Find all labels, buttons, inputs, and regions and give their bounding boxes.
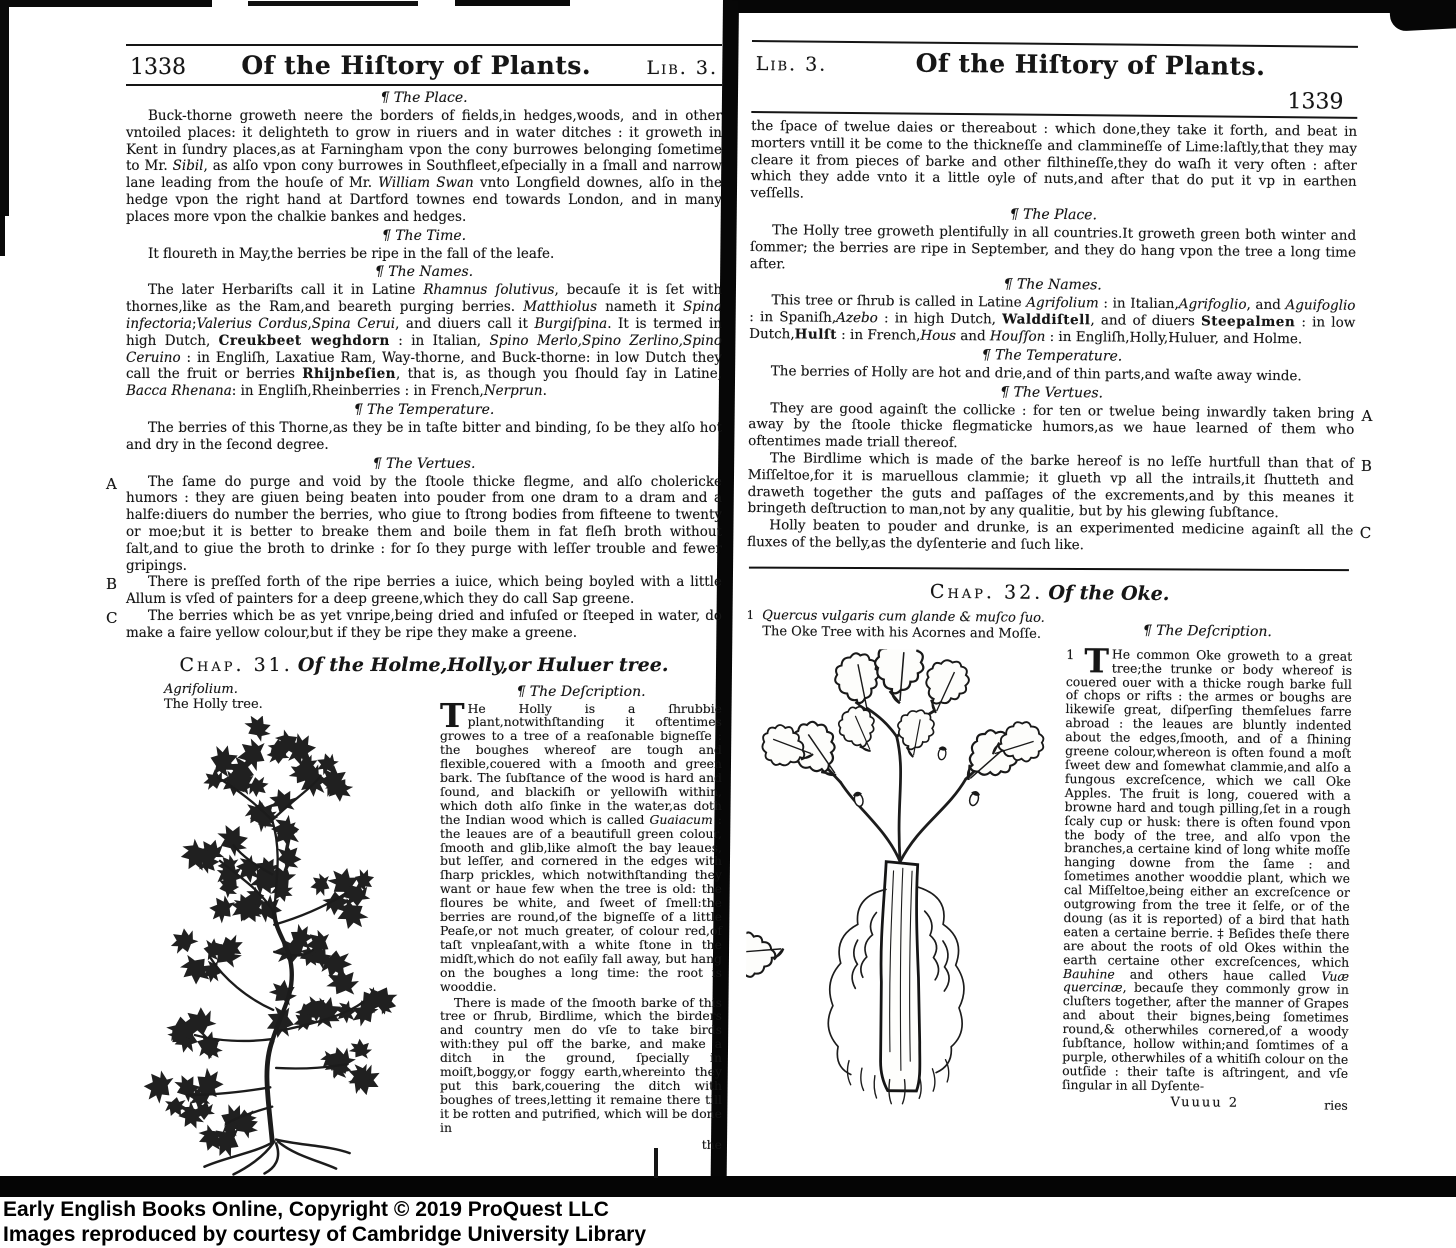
- catchword-left: the: [701, 1136, 722, 1152]
- vertues-paragraph-b: [106, 574, 722, 608]
- temperature-paragraph: The berries of Holly are hot and drie,and of thin parts,and waſte away winde.: [770, 362, 1302, 385]
- scan-bottom-edge-bar: [0, 1176, 1456, 1197]
- holly-description-paragraph-1: [440, 695, 722, 994]
- oke-caption-row: [746, 607, 1352, 646]
- margin-letter-a: A: [106, 474, 117, 493]
- names-paragraph: The later Herbariſts call it in Latine Rhamnus ſolutivus, becauſe it is ſet with thornes,like as the Ram,and beareth purging berries. Matthiolus nameth it Spina infectoria;Valerius Cordus,Spina Cerui, and diuers call it Burgiſpina. It is termed in high Dutch, Creukbeet weghdorn : in Italian, Spino Merlo,Spino Zerlino,Spino Ceruino : in Engliſh, Laxatiue Ram, Way-thorne, and Buck-thorne: in low Dutch they call the fruit or berries Rhijnbeſien, that is, as though you ſhould ſay in Latine, Bacca Rhenana: in Engliſh,Rheinberries : in French,Nerprun.: [126, 282, 723, 400]
- place-heading: ¶ The Place.: [380, 90, 468, 106]
- chapter-title: Of the Oke.: [1048, 581, 1170, 605]
- running-title: Of the Hiſtory of Plants.: [915, 48, 1266, 81]
- scan-left-edge: [0, 0, 9, 216]
- running-title: Of the Hiſtory of Plants.: [241, 51, 592, 80]
- vertues-paragraph-a: [106, 473, 722, 575]
- scan-top-mark-3: [455, 0, 570, 6]
- holly-description-paragraph-2: There is made of the ſmooth barke of this tree or ſhrub, Birdlime, which the birders and country men do vſe to take birds with:they pul off the barke, and make a ditch in the ground, ſpecially in moiſt,boggy,or foggy earth,whereinto they put this bark,couering the ditch with boughes of trees,letting it remaine there till it be rotten and putrified, which will be done in: [440, 994, 722, 1135]
- names-heading: ¶ The Names.: [374, 264, 474, 281]
- vertues-text-b: The Birdlime which is made of the barke hereof is no leſſe hurtfull than that of Miſſeltoe,for it is maruellous clammie; it glueth vp all the intrails,it ſhutteth and draweth together the guts and paſſages of the excrements,and by this meanes it bringeth deſtruction to man,not by any qualitie, but by his glewing ſubſtance.: [747, 450, 1355, 522]
- margin-letter-a: A: [1361, 406, 1373, 425]
- margin-letter-c: C: [1359, 523, 1372, 543]
- scan-top-mark-2: [248, 1, 418, 6]
- chapter-32-heading: [747, 579, 1353, 607]
- place-heading: ¶ The Place.: [1009, 206, 1098, 224]
- temperature-paragraph: The berries of this Thorne,as they be in taſte bitter and binding, ſo be they alſo hot and dry in the ſecond degree.: [126, 419, 722, 453]
- temperature-heading: ¶ The Temperature.: [353, 401, 495, 418]
- right-page: [741, 40, 1373, 1162]
- eebo-footer: [0, 1197, 1456, 1248]
- chapter-title: Of the Holme,Holly,or Huluer tree.: [297, 653, 669, 676]
- book-number: Lib. 3.: [646, 57, 718, 79]
- place-paragraph: Buck-thorne groweth neere the borders of fields,in hedges,woods, and in other vntoiled places: it delighteth to grow in riuers and in water ditches : it groweth in Kent in ſundry places,as at Farningham vpon the cony burrowes belonging ſometime to Mr. Sibil, as alſo vpon cony burrowes in Southfleet,eſpecially in a ſmall and narrow lane leading from the houſe of Mr. William Swan vnto Longfield downes, alſo in the hedge vpon the right hand at Dartford townes end towards London, and in many places more vpon the chalkie bankes and hedges.: [126, 108, 722, 225]
- catchword-right: ries: [1324, 1097, 1348, 1113]
- names-paragraph: This tree or ſhrub is called in Latine Agrifolium : in Italian,Agrifoglio, and Aguifoglio : in Spaniſh,Azebo : in high Dutch, Walddiſtell, and of diuers Steepalmen : in low Dutch,Hulſt : in French,Hous and Houſſon : in Engliſh,Holly,Huluer, and Holme.: [749, 292, 1356, 348]
- right-page-header: [752, 40, 1358, 84]
- holly-caption-english: The Holly tree.: [164, 696, 263, 712]
- vertues-paragraph-c: [747, 517, 1372, 556]
- holly-figure-caption: [164, 682, 432, 712]
- paragraph-number: 1: [1066, 647, 1075, 663]
- oke-tree-woodcut-image: [744, 648, 1055, 1159]
- chapter-31-heading: [126, 654, 722, 676]
- oke-description-paragraph: [1061, 640, 1353, 1095]
- page-number: 1338: [130, 55, 186, 80]
- margin-letter-b: B: [1360, 456, 1373, 475]
- holly-description-text-1: He Holly is a ſhrubbie plant,notwithſtanding it oftentimes growes to a tree of a reaſonable bigneſſe : the boughes whereof are tough and flexible,couered with a ſmooth and green bark. The ſubſtance of the wood is hard and ſound, and blackiſh or yellowiſh within, which doth alſo ſinke in the water,as doth the Indian wood which is called Guaiacum : the leaues are of a beautifull green colour, ſmooth and glib,like almoſt the bay leaues, but leſſer, and cornered in the edges with ſharp prickles, which notwithſtanding they want or haue few when the tree is old: the floures be white, and ſweet of ſmell:the berries are round,of the bigneſſe of a little Peaſe,or not much greater, of colour red,of taſt vnpleaſant,with a white ſtone in the midſt,which do not eaſily fall away, but hang on the boughes a long time: the root is wooddie.: [440, 700, 722, 994]
- vertues-paragraph-c: [106, 607, 722, 642]
- holly-tree-woodcut-image: [129, 716, 429, 1178]
- vertues-paragraph-b: [747, 450, 1373, 523]
- oke-figure-caption: [746, 607, 1062, 643]
- margin-letter-c: C: [106, 608, 118, 627]
- figure-number: 1: [746, 607, 755, 622]
- vertues-paragraph-a: [748, 399, 1373, 456]
- vertues-text-b: There is preſſed forth of the ripe berries a iuice, which being boyled with a little Allum is vſed of painters for a deep greene,which they do call Sap greene.: [126, 574, 722, 608]
- dropcap-letter: T: [440, 695, 465, 735]
- place-paragraph: The Holly tree groweth plentifully in all countries.It groweth green both winter and ſommer; the berries are ripe in September, and they do hang vpon the tree a long time after.: [749, 222, 1357, 272]
- signature-mark: Vuuuu 2: [1170, 1094, 1240, 1111]
- oke-figure-column: [741, 644, 1058, 1159]
- continuation-paragraph: the ſpace of twelue daies or thereabout : which done,they take it forth, and beat in morters vntill it be come to the thickneſſe and clammineſſe of Lime:laſtly,that they may cleare it from pieces of barke and other filthineſſe,they do waſh it very often : after which they adde vnto it a little oyle of nuts,and after that do put it vp in earthen veſſells.: [750, 117, 1358, 202]
- scan-top-edge-bar: [726, 0, 1456, 13]
- dropcap-letter: T: [1084, 640, 1110, 681]
- left-page-header: [126, 44, 722, 86]
- time-heading: ¶ The Time.: [381, 227, 467, 244]
- holly-figure-column: [126, 682, 432, 1178]
- footer-courtesy-line: Images reproduced by courtesy of Cambridge University Library: [3, 1223, 647, 1246]
- scan-left-edge-lower: [0, 210, 5, 256]
- vertues-heading: ¶ The Vertues.: [1000, 383, 1104, 401]
- time-paragraph: It floureth in May,the berries be ripe in the fall of the leafe.: [148, 245, 555, 262]
- vertues-heading: ¶ The Vertues.: [372, 455, 476, 472]
- scan-top-mark-1: [0, 0, 212, 7]
- chapter-32-body: [741, 640, 1353, 1162]
- page-number: 1339: [751, 82, 1357, 119]
- margin-letter-b: B: [106, 575, 118, 594]
- oke-caption-latin: Quercus vulgaris cum glande & muſco ſuo.: [762, 607, 1045, 626]
- vertues-text-c: Holly beaten to pouder and drunke, is an experimented medicine againſt all the fluxes of the belly,as the dyſenterie and ſuch like.: [747, 517, 1354, 554]
- vertues-text-a: They are good againſt the collicke : for ten or twelue being inwardly taken bring away by the ſtoole thicke flegmaticke humors,as we haue learned of them who oftentimes made triall thereof.: [748, 399, 1355, 452]
- vertues-text-a: The ſame do purge and void by the ſtoole thicke flegme, and alſo cholericke humors : they are giuen being beaten into pouder from one dram to a dram and a halfe:diuers do number the berries, who giue to ſtrong bodies from fifteene to twenty or moe;but it is better to breake them and boile them in fat fleſh broth without ſalt,and to giue the broth to drinke : for ſo they purge with leſſer trouble and fewer gripings.: [126, 473, 722, 574]
- names-heading: ¶ The Names.: [1003, 276, 1102, 294]
- vertues-text-c: The berries which be as yet vnripe,being dried and infuſed or ſteeped in water, do make a faire yellow colour,but if they be ripe they make a greene.: [126, 607, 722, 641]
- book-number: Lib. 3.: [755, 53, 828, 76]
- oke-caption-english: The Oke Tree with his Acornes and Moſſe.: [762, 623, 1042, 642]
- holly-description-column: [440, 682, 722, 1178]
- chapter-number: Chap. 31.: [179, 653, 293, 676]
- left-page: [106, 44, 723, 1178]
- temperature-heading: ¶ The Temperature.: [981, 346, 1123, 365]
- footer-copyright-line: Early English Books Online, Copyright © 2019 ProQuest LLC: [3, 1198, 609, 1221]
- chapter-31-body: [126, 682, 722, 1178]
- chapter-number: Chap. 32.: [929, 580, 1044, 604]
- signature-row: [1062, 1094, 1348, 1112]
- description-heading: ¶ The Deſcription.: [1142, 622, 1272, 640]
- scan-corner-blob: [1389, 0, 1456, 32]
- holly-caption-latin: Agrifolium.: [164, 681, 238, 697]
- description-heading: ¶ The Deſcription.: [516, 683, 646, 700]
- oke-description-column: [1061, 640, 1353, 1162]
- oke-description-text: He common Oke groweth to a great tree;the trunke or body whereof is couered ouer with a thicke rough barke full of chops or rifts : the armes or boughs are likewiſe great, diſperſing themſelues farre abroad : the leaues are bluntly indented about the edges,ſmooth, and of a ſhining greene colour,whereon is often found a moſt ſweet dew and ſomewhat clammie,and alſo a fungous excreſcence, which we call Oke Apples. The fruit is long, couered with a browne hard and tough pilling,ſet in a rough ſcaly cup or husk: there is often found vpon the body of the tree, and alſo vpon the branches,a certaine kind of long white moſſe hanging downe from the ſame : and ſometimes another wooddie plant, which we cal Miſſeltoe,being either an excreſcence or outgrowing from the tree it ſelfe, or of the doung (as it is reported) of a bird that hath eaten a certaine berrie. ‡ Beſides theſe there are about the roots of old Okes within the earth certaine other excreſcences, which Bauhine and others haue called Vuæ quercinæ, becauſe they commonly grow in cluſters together, after the manner of Grapes and about their bignes,being ſometimes round,& otherwhiles cornered,of a woody ſubſtance, hollow within;and ſomtimes of a purple, otherwhiles of a whitiſh colour on the outſide : their taſte is aſtringent, and vſe ſingular in all Dyſente-: [1061, 646, 1353, 1094]
- chapter-divider-rule: [749, 566, 1349, 571]
